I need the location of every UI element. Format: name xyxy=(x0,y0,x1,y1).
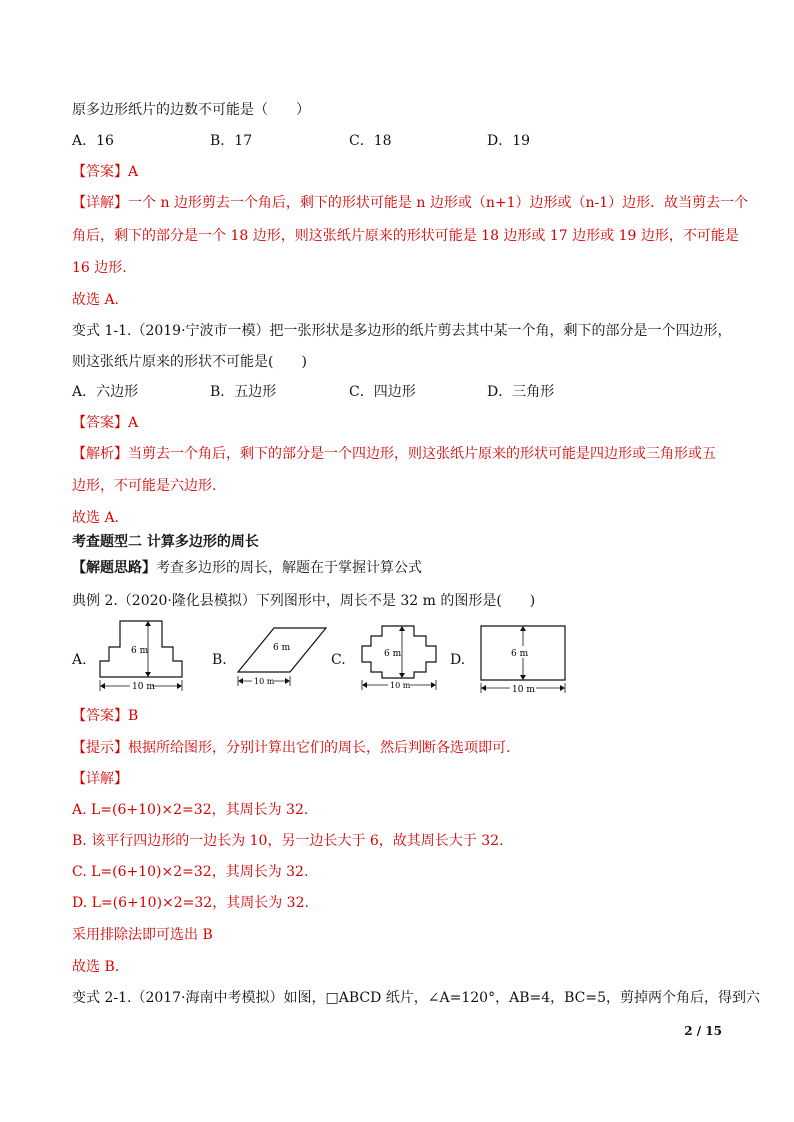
q1-detail-line-3: 16 边形. xyxy=(72,260,127,276)
section-heading: 考查题型二 计算多边形的周长 xyxy=(72,534,259,550)
ex2-stem: 典例 2.（2020·隆化县模拟）下列图形中，周长不是 32 m 的图形是( ) xyxy=(72,593,536,609)
q1-stem: 原多边形纸片的边数不可能是（ ） xyxy=(72,102,310,118)
v11-option-b: B．五边形 xyxy=(210,384,277,400)
ex2-elimination-note: 采用排除法即可选出 B xyxy=(72,927,213,943)
v11-option-c: C．四边形 xyxy=(349,384,416,400)
figure-b-label: B. xyxy=(212,652,227,668)
v11-analysis-line-2: 边形，不可能是六边形. xyxy=(72,478,217,494)
figure-d-label: D. xyxy=(450,652,466,668)
ex2-hint-tag: 【提示】 xyxy=(72,740,128,756)
q1-detail-line-2: 角后，剩下的部分是一个 18 边形，则这张纸片原来的形状可能是 18 边形或 17 边形或 19 边形，不可能是 xyxy=(72,228,739,244)
figure-c-height-label: 6 m xyxy=(384,649,402,659)
q1-option-a: A．16 xyxy=(72,133,114,149)
q1-answer: 【答案】A xyxy=(72,164,139,180)
v11-final: 故选 A. xyxy=(72,510,120,526)
q1-option-c: C．18 xyxy=(349,133,392,149)
thinking-line: 【解题思路】考查多边形的周长，解题在于掌握计算公式 xyxy=(72,560,422,576)
ex2-detail-d: D. L=(6+10)×2=32，其周长为 32. xyxy=(72,895,309,911)
ex2-detail-a: A. L=(6+10)×2=32，其周长为 32. xyxy=(72,802,309,818)
v11-option-d: D．三角形 xyxy=(487,384,555,400)
ex2-answer: 【答案】B xyxy=(72,708,139,724)
figure-d-rectangle xyxy=(475,612,571,698)
figure-a-width-label: 10 m xyxy=(132,682,155,692)
q1-option-d: D．19 xyxy=(487,133,531,149)
q1-final: 故选 A. xyxy=(72,292,120,308)
figure-a-label: A. xyxy=(72,652,87,668)
figure-c-cross-shape xyxy=(350,620,450,692)
v11-stem-line-2: 则这张纸片原来的形状不可能是( ) xyxy=(72,354,307,370)
q1-option-b: B．17 xyxy=(210,133,253,149)
ex2-hint-line: 【提示】根据所给图形，分别计算出它们的周长，然后判断各选项即可. xyxy=(72,740,511,756)
figure-d-height-label: 6 m xyxy=(511,649,529,659)
ex2-detail-c: C. L=(6+10)×2=32，其周长为 32. xyxy=(72,864,309,880)
v21-stem: 变式 2-1.（2017·海南中考模拟）如图，□ABCD 纸片，∠A=120°，AB=4，BC=5，剪掉两个角后，得到六 xyxy=(72,990,761,1006)
ex2-detail-tag: 【详解】 xyxy=(72,771,128,787)
v11-answer: 【答案】A xyxy=(72,415,139,431)
figure-d-width-label: 10 m xyxy=(512,685,535,695)
q1-detail-tag: 【详解】 xyxy=(72,195,128,211)
figure-b-width-label: 10 m xyxy=(254,677,275,686)
q1-detail-line-1: 【详解】一个 n 边形剪去一个角后，剩下的形状可能是 n 边形或（n+1）边形或（n-1）边形．故当剪去一个 xyxy=(72,195,749,211)
v11-analysis-tag: 【解析】 xyxy=(72,446,128,462)
figure-b-height-label: 6 m xyxy=(273,643,291,653)
v11-analysis-line-1: 【解析】当剪去一个角后，剩下的部分是一个四边形，则这张纸片原来的形状可能是四边形或三角形或五 xyxy=(72,446,716,462)
ex2-final: 故选 B. xyxy=(72,959,120,975)
figure-c-label: C. xyxy=(331,652,346,668)
v11-stem-line-1: 变式 1-1.（2019·宁波市一模）把一张形状是多边形的纸片剪去其中某一个角，剩下的部分是一个四边形， xyxy=(72,323,732,339)
page-number: 2 / 15 xyxy=(684,1024,722,1038)
ex2-detail-b: B. 该平行四边形的一边长为 10，另一边长大于 6，故其周长大于 32. xyxy=(72,833,504,849)
v11-option-a: A．六边形 xyxy=(72,384,139,400)
figure-c-width-label: 10 m xyxy=(390,681,411,690)
figure-a-stepped-shape xyxy=(90,615,202,693)
figure-a-height-label: 6 m xyxy=(131,646,149,656)
thinking-tag: 【解题思路】 xyxy=(72,560,156,576)
figure-b-parallelogram xyxy=(230,620,330,690)
